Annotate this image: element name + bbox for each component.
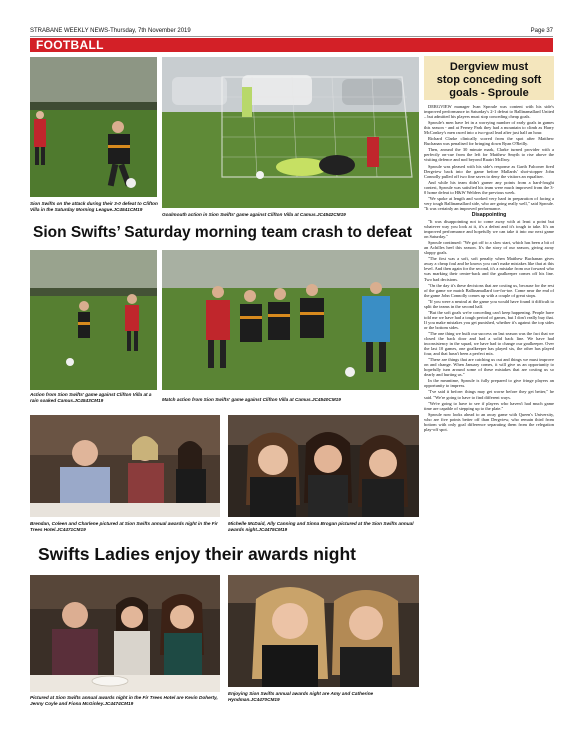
article-paragraph: "On the day it's these decisions that are costing us, because for the rest of the game we match Ballinamallard toe-for-toe. Come near the end of the game John Connolly comes up with a couple of great stops. xyxy=(424,282,554,298)
article-headline-line-2: stop conceding soft xyxy=(436,74,542,86)
caption-goalmouth: Goalmouth action in Sion Swifts' game against Clifton Villa at Camus.JC4542CM19 xyxy=(162,212,346,217)
article-column xyxy=(424,56,554,716)
article-subhead: Disappointing xyxy=(471,211,507,218)
article-paragraph: "These are things that are catching us out and things we must improve on and change. When January comes, it will give us an opportunity to hopefully turn around some of these mistakes that are costing us so dearly and hurting us." xyxy=(424,357,554,378)
article-paragraph: "We're going to have to see if players who haven't had much game time are capable of stepping up to the plate." xyxy=(424,400,554,411)
masthead-title: STRABANE WEEKLY NEWS-Thursday, 7th November 2019 xyxy=(30,28,191,34)
article-paragraph: Sproule continued: "We got off to a slow start, which has been a bit of an Achilles heel this season. It's the story of our season, giving away sloppy goals. xyxy=(424,240,554,256)
photo-match-action xyxy=(162,250,419,390)
photo-attack xyxy=(30,57,157,197)
masthead-rule xyxy=(30,36,553,37)
headline-awards: Swifts Ladies enjoy their awards night xyxy=(38,544,356,564)
photo-awards-amy xyxy=(228,575,419,687)
photo-awards-michelle xyxy=(228,415,419,517)
section-title: FOOTBALL xyxy=(36,38,104,52)
article-paragraph: "The first was a soft, soft penalty when Matthew Buchanan gives away a cheap foul and he knows you can't make mistakes like that at this level. And then again for the second, it's a mistake from our forward who was marking their centre-back and the goalkeeper comes off his line. Two bad decisions. xyxy=(424,256,554,282)
article-paragraph: Richard Clarke clinically scored from the spot after Matthew Buchanan was penalised for bringing down Ryan O'Reilly. xyxy=(424,136,554,147)
caption-awards-kevin: Pictured at Sion Swifts annual awards night in the Fir Trees Hotel are Kevin Doherty, Jenny Coyle and Fiona McGinley.JC4474CM19 xyxy=(30,695,218,706)
article-paragraph: Sproule now looks ahead to an away game with Queen's University, who are five points better off than Dergview, who remain third from bottom with only goal difference separating them from the relegation play-off spot. xyxy=(424,411,554,432)
article-paragraph: Sproule was pleased with his side's response as Garth Falconer fired Dergview back into the game before Mallards' shot-stopper John Connolly pulled off two fine saves to deny the visitors an equaliser. xyxy=(424,163,554,179)
page-number: Page 37 xyxy=(530,28,553,34)
article-headline-box xyxy=(424,56,554,100)
article-paragraph: "But the soft goals we're conceding can't keep happening. People have told me we have had a tough period of games, but I don't really buy that. If you make mistakes you get punished, whether it's against the top sides or the bottom sides. xyxy=(424,309,554,330)
photo-rain-action xyxy=(30,250,157,390)
article-paragraph: Sproule's men have let in a worrying number of early goals in games this season - and at Ferney Park they had a mountain to climb as Harry McConkey's men raced into a two-goal lead after just half an hour. xyxy=(424,120,554,136)
caption-attack: Sion Swifts on the attack during their 3-0 defeat to Clifton Villa in the Saturday Morning League.JC4541CM19 xyxy=(30,201,158,212)
caption-awards-michelle: Michelle McDaid, Ally Canning and Sinna Brogan pictured at the Sion Swifts annual awards night.JC4475CM19 xyxy=(228,521,414,532)
headline-sion-swifts: Sion Swifts’ Saturday morning team crash to defeat xyxy=(33,224,412,241)
article-paragraph: DERGVIEW manager Ivan Sproule was content with his side's improved performance in Saturday's 2-1 defeat to Ballinamallard United – but admitted his players must stop conceding cheap goals. xyxy=(424,104,554,120)
photo-awards-brendan xyxy=(30,415,220,517)
article-paragraph: And while his team didn't garner any points from a hard-fought contest, Sproule was satisfied his team were much improved from the 3-0 home defeat to H&W Welders the previous week. xyxy=(424,179,554,195)
caption-match-action: Match action from Sion Swifts' game against Clifton Villa at Camus.JC4540CM19 xyxy=(162,397,341,402)
caption-rain-action: Action from Sion Swifts' game against Clifton Villa at a rain soaked Camus.JC4543CM19 xyxy=(30,392,152,403)
photo-awards-kevin xyxy=(30,575,220,692)
article-paragraph: "The one thing we built our success on last season was the fact that we closed the back door and had a solid back line. We have had inconsistency in the squad, we have had to change our goalkeeper. Over the last 10 games, one goalkeeper has played six, the other has played four, and that hasn't been a perfect mix. xyxy=(424,330,554,357)
photo-goalmouth xyxy=(162,57,419,208)
article-headline-line-1: Dergview must xyxy=(449,61,529,73)
article-paragraph: In the meantime, Sproule is fully prepared to give fringe players an opportunity to impress. xyxy=(424,378,554,389)
caption-awards-brendan: Brendan, Coleen and Charlene pictured at Sion Swifts annual awards night in the Fir Trees Hotel.JC4471CM19 xyxy=(30,521,218,532)
article-paragraph: "We spoke at length and worked very hard in preparation of facing a very tough Ballinamallard side, who are going really well," said Sproule. "It was certainly an improved performance. xyxy=(424,195,554,211)
article-headline-line-3: goals - Sproule xyxy=(449,87,529,99)
section-banner xyxy=(30,38,553,52)
article-paragraph: "I've said it before: things may get worse before they get better," he said. "We're going to have to find different ways. xyxy=(424,389,554,400)
article-paragraph: Then, around the 30 minute mark, Clarke turned provider with a perfectly on-cue from the left for Matthew Smyth to rise above the visiting defence and nod beyond Ruairi McIlroy. xyxy=(424,147,554,163)
article-paragraph: "It was disappointing not to come away with at least a point but whatever way you look at it, it's a defeat and it's tough to take. It's an improved performance and hopefully we can take it into our next game on Saturday." xyxy=(424,218,554,240)
article-body xyxy=(424,104,554,714)
caption-awards-amy: Enjoying Sion Swifts annual awards night are Amy and Catherine Hyndman.JC4470CM19 xyxy=(228,691,374,702)
article-paragraph: "If you were a neutral at the game you would have found it difficult to split the teams in the second half. xyxy=(424,298,554,309)
